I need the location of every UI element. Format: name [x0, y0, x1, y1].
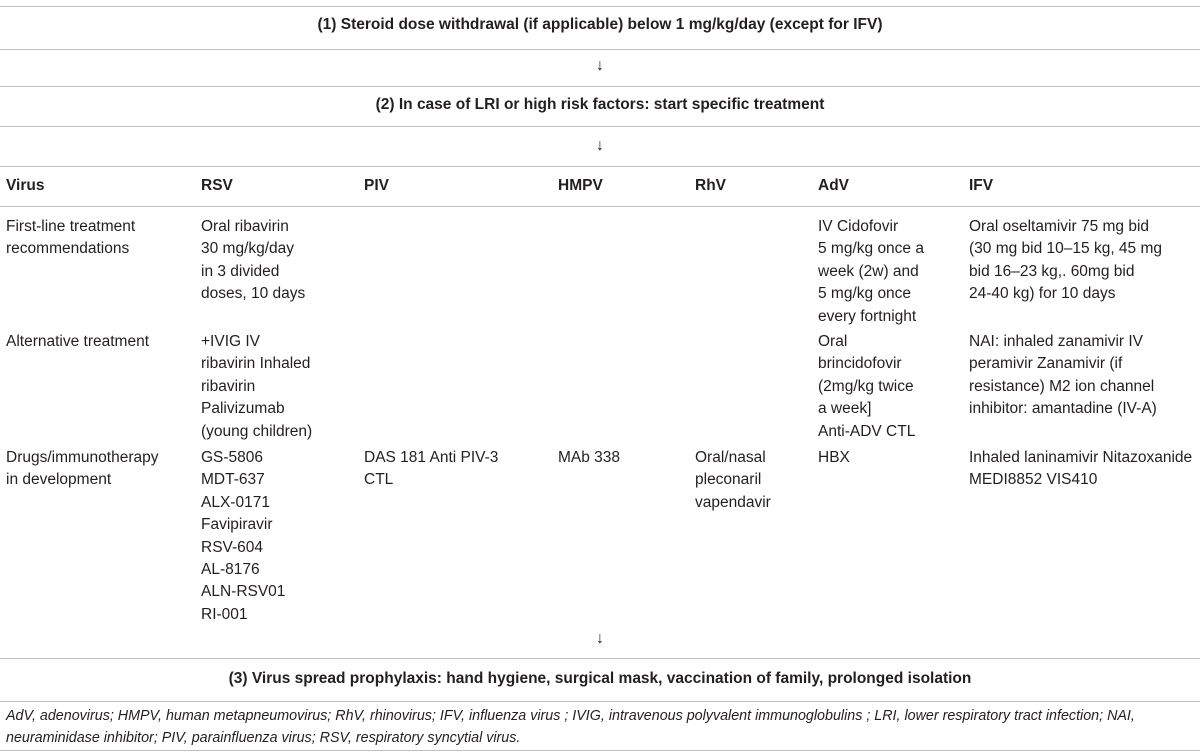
- row-first-line-ifv: Oral oseltamivir 75 mg bid (30 mg bid 10–15 kg, 45 mg bid 16–23 kg,. 60mg bid 24-40 kg) for 10 days: [969, 218, 1163, 303]
- table-footnote: AdV, adenovirus; HMPV, human metapneumovirus; RhV, rhinovirus; IFV, influenza virus ; IVIG, intravenous polyvalent immunoglobulins ; LRI, lower respiratory tract infection; NAI, neuraminidase inhibitor; PIV, parainfluenza virus; RSV, respiratory syncytial virus.: [6, 708, 1135, 746]
- header-hmpv: HMPV: [558, 177, 603, 194]
- arrow-down-icon: ↓: [596, 57, 604, 74]
- row-development-adv: HBX: [818, 449, 850, 466]
- row-first-line-label: First-line treatment recommendations: [6, 218, 136, 258]
- row-first-line-adv: IV Cidofovir 5 mg/kg once a week (2w) and 5 mg/kg once every fortnight: [818, 218, 924, 325]
- header-virus: Virus: [6, 177, 45, 194]
- header-adv: AdV: [818, 177, 849, 194]
- row-development-hmpv: MAb 338: [558, 449, 621, 466]
- rule-after-step1: [0, 49, 1200, 50]
- arrow-down-icon: ↓: [596, 137, 604, 154]
- row-development-rsv: GS-5806 MDT-637 ALX-0171 Favipiravir RSV-604 AL-8176 ALN-RSV01 RI-001: [201, 449, 286, 623]
- arrow-down-icon: ↓: [596, 630, 604, 647]
- rule-after-arrow2: [0, 166, 1200, 167]
- rule-after-header: [0, 206, 1200, 207]
- rule-bottom: [0, 750, 1200, 751]
- rule-after-arrow1: [0, 86, 1200, 87]
- row-first-line-rsv: Oral ribavirin 30 mg/kg/day in 3 divided doses, 10 days: [201, 218, 306, 303]
- header-rsv: RSV: [201, 177, 233, 194]
- rule-before-step3: [0, 658, 1200, 659]
- row-development-piv: DAS 181 Anti PIV-3 CTL: [364, 449, 499, 489]
- row-development-label: Drugs/immunotherapy in development: [6, 449, 159, 489]
- rule-top: [0, 6, 1200, 7]
- rule-after-step2: [0, 126, 1200, 127]
- step-2: (2) In case of LRI or high risk factors: start specific treatment: [375, 96, 825, 113]
- header-ifv: IFV: [969, 177, 994, 194]
- row-alternative-adv: Oral brincidofovir (2mg/kg twice a week] Anti-ADV CTL: [818, 333, 916, 440]
- row-development-rhv: Oral/nasal pleconaril vapendavir: [695, 449, 771, 511]
- row-alternative-label: Alternative treatment: [6, 333, 150, 350]
- step-1: (1) Steroid dose withdrawal (if applicable) below 1 mg/kg/day (except for IFV): [317, 16, 883, 33]
- rule-after-step3: [0, 701, 1200, 702]
- row-alternative-rsv: +IVIG IV ribavirin Inhaled ribavirin Palivizumab (young children): [201, 333, 313, 440]
- header-rhv: RhV: [695, 177, 726, 194]
- step-3: (3) Virus spread prophylaxis: hand hygiene, surgical mask, vaccination of family, prolonged isolation: [228, 670, 972, 687]
- row-alternative-ifv: NAI: inhaled zanamivir IV peramivir Zanamivir (if resistance) M2 ion channel inhibitor: amantadine (IV-A): [969, 333, 1157, 418]
- row-development-ifv: Inhaled laninamivir Nitazoxanide MEDI8852 VIS410: [969, 449, 1193, 489]
- header-piv: PIV: [364, 177, 389, 194]
